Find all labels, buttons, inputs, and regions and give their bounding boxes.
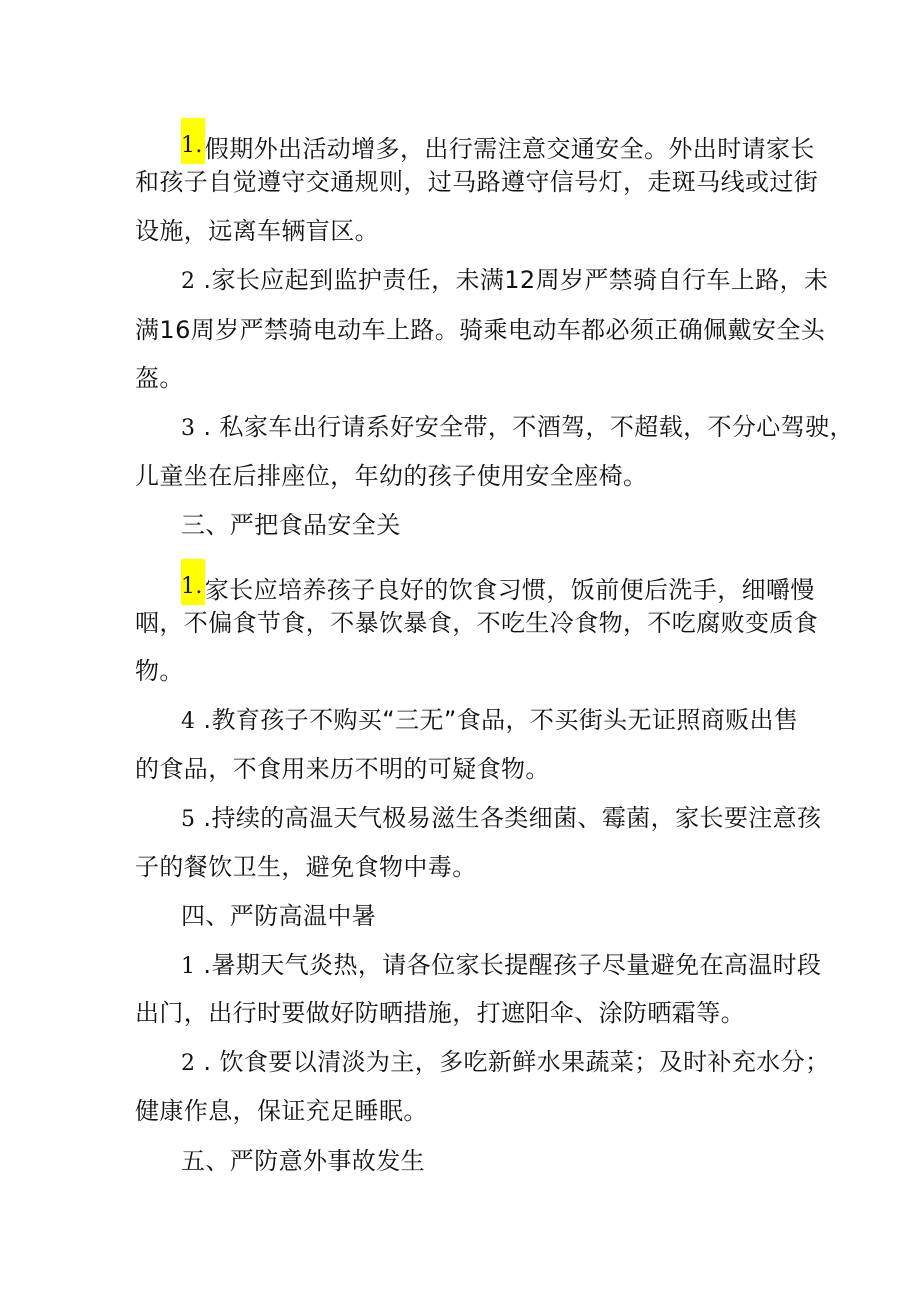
item-number: 1. [181,118,205,164]
paragraph-line [135,315,825,345]
line-text: .教育孩子不购买“三无”食品，不买街头无证照商贩出售 [195,706,799,734]
heading-text: 五、严防意外事故发生 [181,1147,425,1175]
paragraph-line [135,656,184,686]
paragraph-line [135,852,477,882]
item-number: 3 [181,416,196,441]
section-heading [181,510,401,540]
line-text: 设施，远离车辆盲区。 [135,217,379,245]
line-text: . 饮食要以清淡为主，多吃新鲜水果蔬菜；及时补充水分； [195,1048,830,1076]
paragraph-line [181,950,821,980]
section-heading [181,901,376,931]
line-text: 出门，出行时要做好防晒措施，打遮阳伞、涂防晒霜等。 [135,999,745,1027]
line-text: . 私家车出行请系好安全带，不酒驾，不超载，不分心驾驶， [195,413,854,441]
heading-text: 三、严把食品安全关 [181,511,401,539]
line-text: 儿童坐在后排座位，年幼的孩子使用安全座椅。 [135,462,648,490]
section-heading [181,1146,425,1176]
line-text: 咽，不偏食节食，不暴饮暴食，不吃生冷食物，不吃腐败变质食 [135,609,819,637]
item-number: 5 [181,807,196,832]
paragraph-line [135,461,647,491]
paragraph-line [135,167,818,197]
paragraph-line [181,705,798,735]
paragraph-line [181,1047,830,1077]
line-text: 假期外出活动增多，出行需注意交通安全。外出时请家长 [204,135,815,163]
item-number: 1. [181,559,205,605]
paragraph-line [181,412,854,442]
item-number: 1 [181,954,196,979]
paragraph-line [135,754,550,784]
line-text: 的食品，不食用来历不明的可疑食物。 [135,755,550,783]
line-text: .暑期天气炎热，请各位家长提醒孩子尽量避免在高温时段 [195,951,822,979]
paragraph-line [135,608,818,638]
paragraph-line [135,216,379,246]
paragraph-line [135,363,184,393]
line-text: 子的餐饮卫生，避免食物中毒。 [135,853,477,881]
line-text: 家长应培养孩子良好的饮食习惯，饭前便后洗手，细嚼慢 [204,576,815,604]
paragraph-line [135,1096,428,1126]
paragraph-line [181,118,815,163]
line-text: 满16周岁严禁骑电动车上路。骑乘电动车都必须正确佩戴安全头 [135,316,826,344]
paragraph-line [181,265,828,295]
item-number: 2 [181,1051,196,1076]
item-number: 4 [181,709,196,734]
line-text: 健康作息，保证充足睡眠。 [135,1097,428,1125]
line-text: 和孩子自觉遵守交通规则，过马路遵守信号灯，走斑马线或过街 [135,168,819,196]
line-text: .持续的高温天气极易滋生各类细菌、霉菌，家长要注意孩 [195,804,822,832]
heading-text: 四、严防高温中暑 [181,902,377,930]
item-number: 2 [181,269,196,294]
paragraph-line [181,559,815,604]
line-text: .家长应起到监护责任，未满12周岁严禁骑自行车上路，未 [195,266,829,294]
paragraph-line [181,803,821,833]
paragraph-line [135,998,745,1028]
line-text: 物。 [135,657,184,685]
line-text: 盔。 [135,364,184,392]
